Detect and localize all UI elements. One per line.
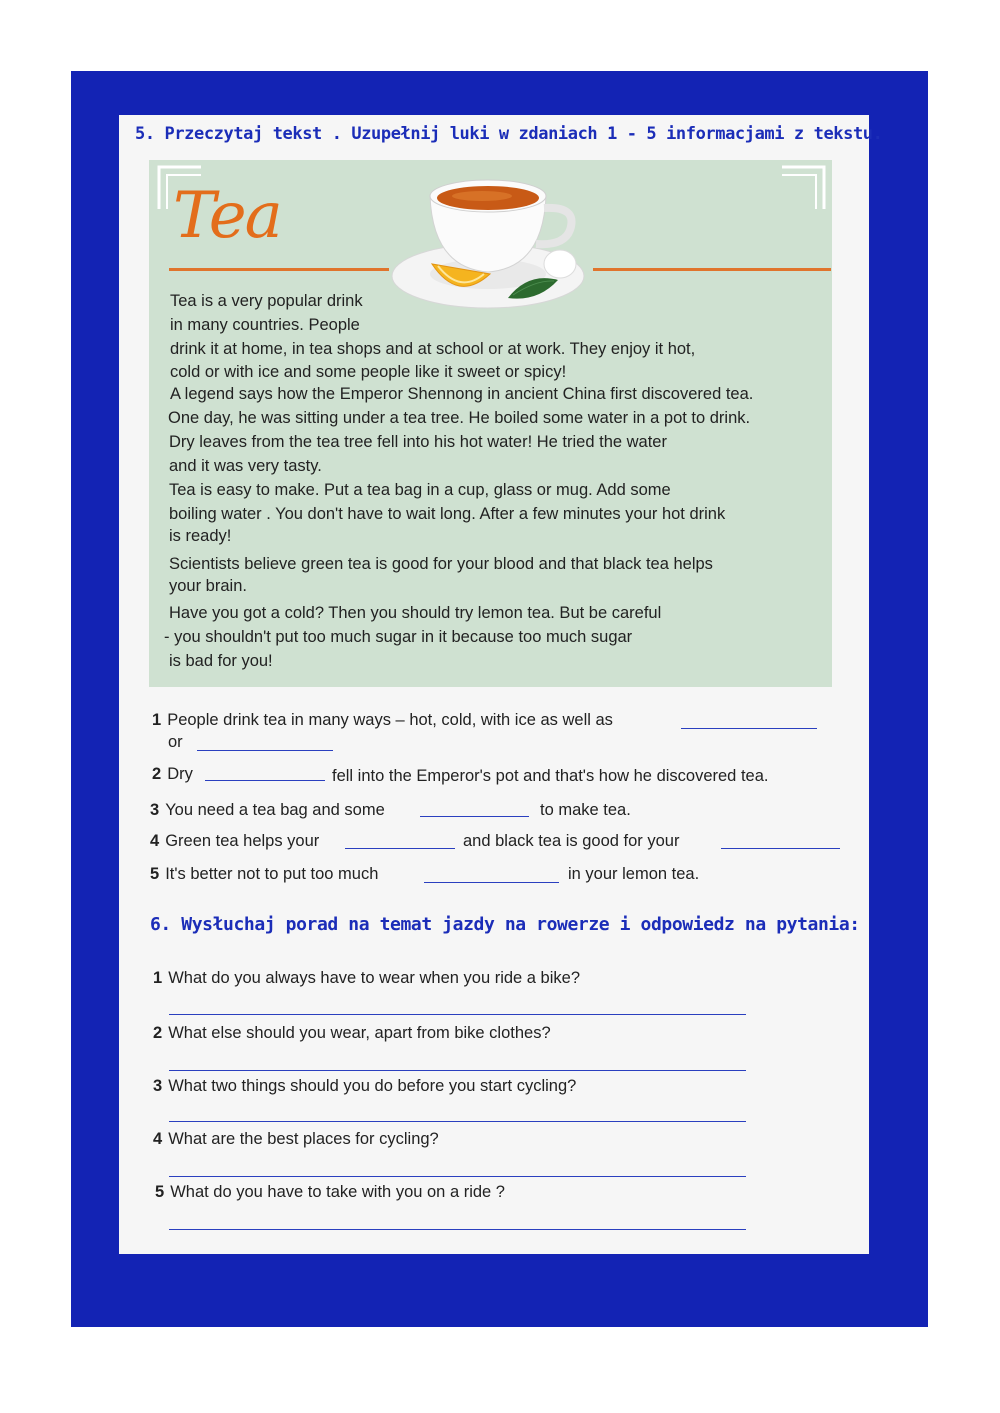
task6-instruction: 6. Wysłuchaj porad na temat jazdy na rowerze i odpowiedz na pytania: [150, 914, 860, 935]
listening-question-3 [153, 1076, 576, 1096]
task5-instruction: 5. Przeczytaj tekst . Uzupełnij luki w zdaniach 1 - 5 informacjami z tekstu. [135, 124, 883, 144]
question-number: 1 [152, 711, 162, 729]
question-number: 3 [153, 1077, 163, 1095]
tea-cup-illustration [388, 168, 593, 313]
passage-title: Tea [173, 179, 281, 253]
passage-line: A legend says how the Emperor Shennong in ancient China first discovered tea. [170, 385, 754, 403]
question-number: 2 [153, 1024, 163, 1042]
gapfill-question-5-continued: in your lemon tea. [568, 865, 700, 883]
question-text: What two things should you do before you start cycling? [168, 1077, 577, 1095]
question-text: Dry [167, 765, 193, 783]
answer-line-4[interactable] [169, 1176, 746, 1177]
question-text: What are the best places for cycling? [168, 1130, 439, 1148]
gapfill-question-3 [150, 800, 385, 820]
answer-blank-3[interactable] [420, 816, 529, 817]
gapfill-question-1 [152, 710, 613, 730]
passage-line: your brain. [169, 577, 247, 595]
question-number: 3 [150, 801, 160, 819]
gapfill-question-4 [150, 831, 319, 851]
gapfill-question-4-continued: and black tea is good for your [463, 832, 680, 850]
question-text: People drink tea in many ways – hot, cold, with ice as well as [167, 711, 613, 729]
listening-question-5 [155, 1182, 505, 1202]
listening-question-4 [153, 1129, 439, 1149]
answer-blank-4a[interactable] [345, 848, 455, 849]
question-number: 4 [150, 832, 160, 850]
passage-line: drink it at home, in tea shops and at school or at work. They enjoy it hot, [170, 340, 696, 358]
answer-blank-4b[interactable] [721, 848, 840, 849]
question-number: 2 [152, 765, 162, 783]
listening-question-1 [153, 968, 580, 988]
question-text: You need a tea bag and some [165, 801, 385, 819]
question-text: What do you always have to wear when you ride a bike? [168, 969, 581, 987]
passage-line: One day, he was sitting under a tea tree. He boiled some water in a pot to drink. [168, 409, 751, 427]
question-number: 5 [155, 1183, 165, 1201]
title-rule-right [593, 268, 831, 271]
answer-line-5[interactable] [169, 1229, 746, 1230]
answer-blank-2[interactable] [205, 780, 325, 781]
passage-line: in many countries. People [170, 316, 360, 334]
question-text: What else should you wear, apart from bike clothes? [168, 1024, 551, 1042]
passage-line: and it was very tasty. [169, 457, 322, 475]
answer-blank-1b[interactable] [197, 750, 333, 751]
question-text: It's better not to put too much [165, 865, 379, 883]
question-text: What do you have to take with you on a ride ? [170, 1183, 505, 1201]
passage-line: boiling water . You don't have to wait long. After a few minutes your hot drink [169, 505, 726, 523]
answer-line-2[interactable] [169, 1070, 746, 1071]
listening-question-2 [153, 1023, 551, 1043]
question-text: Green tea helps your [165, 832, 320, 850]
question-number: 1 [153, 969, 163, 987]
answer-line-1[interactable] [169, 1014, 746, 1015]
passage-line: Tea is easy to make. Put a tea bag in a cup, glass or mug. Add some [169, 481, 671, 499]
passage-line: cold or with ice and some people like it sweet or spicy! [170, 363, 567, 381]
corner-bracket-top-right-icon [780, 165, 826, 211]
answer-blank-1a[interactable] [681, 728, 817, 729]
passage-line: is bad for you! [169, 652, 273, 670]
gapfill-question-1-continued: or [168, 733, 183, 751]
answer-blank-5[interactable] [424, 882, 559, 883]
title-rule-left [169, 268, 389, 271]
question-number: 4 [153, 1130, 163, 1148]
passage-line: is ready! [169, 527, 232, 545]
passage-line: Tea is a very popular drink [170, 292, 363, 310]
passage-line: Have you got a cold? Then you should try lemon tea. But be careful [169, 604, 662, 622]
question-number: 5 [150, 865, 160, 883]
passage-line: Scientists believe green tea is good for your blood and that black tea helps [169, 555, 713, 573]
gapfill-question-2 [152, 764, 193, 784]
gapfill-question-5 [150, 864, 378, 884]
passage-line: - you shouldn't put too much sugar in it because too much sugar [164, 628, 633, 646]
passage-line: Dry leaves from the tea tree fell into his hot water! He tried the water [169, 433, 667, 451]
gapfill-question-2-continued: fell into the Emperor's pot and that's how he discovered tea. [332, 767, 769, 785]
answer-line-3[interactable] [169, 1121, 746, 1122]
gapfill-question-3-continued: to make tea. [540, 801, 631, 819]
